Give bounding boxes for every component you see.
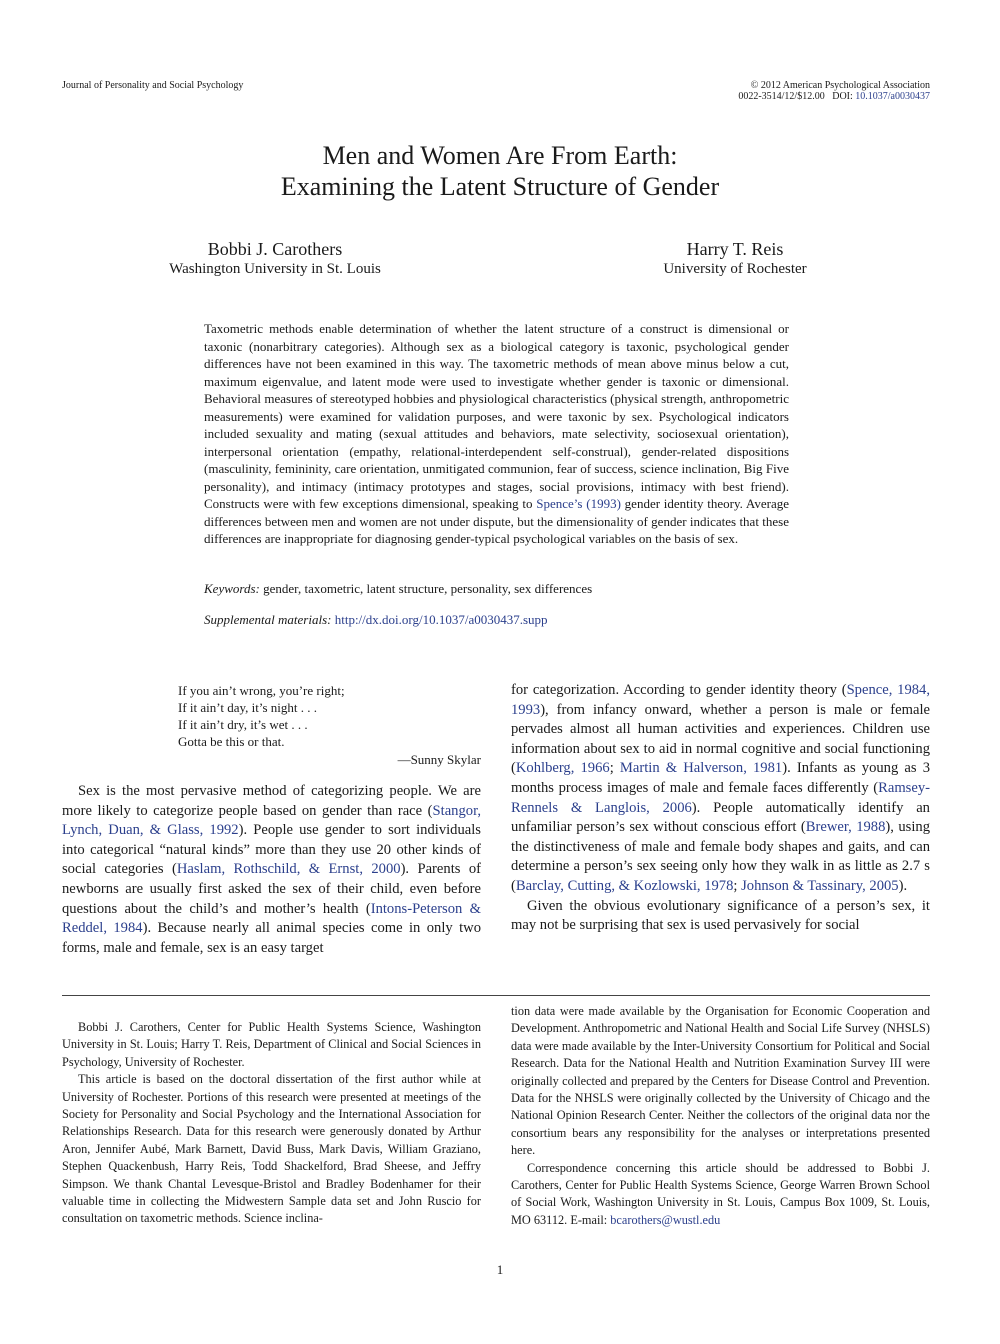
body-paragraph [62, 782, 481, 958]
footnote-paragraph: tion data were made available by the Organisation for Economic Cooperation and Development. Anthropometric and National Health and Social Life Survey (NHSLS) data were made available by the Inter-University Consortium for Political and Social Research. Data for the National Health and Nutrition Examination Survey III were originally collected and prepared by the Centers for Disease Control and Prevention. Data for the NHSLS were originally collected by the University of Chicago and the National Opinion Research Center. Neither the collectors of the original data nor the consortium bears any responsibility for the analyses or interpretations presented here. [511, 1004, 930, 1158]
footnote-divider [62, 995, 930, 996]
issn: 0022-3514/12/$12.00 [738, 91, 825, 102]
body-paragraph [511, 681, 930, 897]
footnote-text: Correspondence concerning this article should be addressed to Bobbi J. Carothers, Center for Public Health Systems Science, George Warren Brown School of Social Work, Washington University in St. Louis, Campus Box 1009, St. Louis, MO 63112. E-mail: [511, 1160, 930, 1227]
citation-link[interactable]: Kohlberg, 1966 [515, 760, 610, 777]
author-affiliation: University of Rochester [663, 261, 807, 277]
page-number: 1 [496, 1262, 504, 1277]
abstract [204, 320, 789, 548]
epigraph-attribution: —Sunny Skylar [397, 752, 481, 767]
epigraph-line: If it ain’t dry, it’s wet . . . [178, 717, 308, 732]
email-link[interactable]: bcarothers@wustl.edu [610, 1212, 721, 1227]
journal-name: Journal of Personality and Social Psychology [62, 80, 244, 91]
body-column-right [511, 681, 930, 936]
copyright-block [738, 80, 930, 102]
supplemental-label: Supplemental materials: [204, 612, 332, 627]
citation-link[interactable]: Brewer, 1988 [805, 819, 886, 836]
body-column-left [62, 782, 481, 958]
author-block-1 [140, 239, 410, 279]
body-text: ), using the distinctiveness of male and female body shapes and gaits, and can determine a person’s sex seeing only how they walk in as little as 2.7 s ( [511, 819, 930, 894]
citation-link[interactable]: Intons-Peterson & Reddel, 1984 [62, 900, 481, 937]
body-text: for categorization. According to gender identity theory ( [511, 682, 847, 698]
footnote-paragraph [511, 1160, 930, 1230]
citation-link[interactable]: Spence, 1984, 1993 [511, 682, 930, 718]
epigraph-line: If you ain’t wrong, you’re right; [178, 683, 345, 698]
body-text: ; [609, 760, 620, 777]
body-text: ). People automatically identify an unfamiliar person’s sex without conscious effort ( [511, 799, 930, 836]
copyright-line: © 2012 American Psychological Association [750, 80, 930, 91]
abstract-text: Taxometric methods enable determination of whether the latent structure of a construct is dimensional or taxonic (nonarbitrary categories). Although sex as a biological category is taxonic, psychological gender differences have not been examined in this way. The taxometric methods of mean above minus below a cut, maximum eigenvalue, and latent mode were used to investigate whether gender is taxonic or dimensional. Behavioral measures of stereotyped hobbies and physiological characteristics (physical strength, anthropometric measurements) were examined for validation purposes, and were taxonic by sex. Psychological indicators included sexuality and mating (sexual attitudes and behaviors, mate selectivity, sociosexual orientation), interpersonal orientation (empathy, relational-interdependent self-construal), gender-related dispositions (masculinity, femininity, care orientation, unmitigated communion, fear of success, science inclination, Big Five personality), and intimacy (intimacy prototypes and stages, social provisions, intimacy with best friend). Constructs were with few exceptions dimensional, speaking to [204, 321, 789, 511]
article-title [0, 140, 1000, 202]
abstract-text: gender identity theory. Average differences between men and women are not under dispute, but the dimensionality of gender indicates that these differences are inappropriate for diagnosing gender-typical psychological variables on the basis of sex. [204, 496, 789, 546]
body-text: Sex is the most pervasive method of categorizing people. We are more likely to categorize people based on gender than race ( [62, 783, 481, 819]
body-text: ). Parents of newborns are usually first asked the sex of their child, even before questions about the child’s and mother’s health ( [62, 861, 481, 917]
citation-link[interactable]: Stangor, Lynch, Duan, & Glass, 1992 [62, 802, 481, 839]
footnote-column-left [62, 1019, 481, 1228]
epigraph [178, 682, 481, 768]
footnote-paragraph: Bobbi J. Carothers, Center for Public Health Systems Science, Washington University in St. Louis; Harry T. Reis, Department of Clinical and Social Sciences in Psychology, University of Rochester. [62, 1020, 481, 1069]
author-affiliation: Washington University in St. Louis [169, 261, 381, 277]
supplemental-link[interactable]: http://dx.doi.org/10.1037/a0030437.supp [334, 612, 548, 627]
citation-link[interactable]: Johnson & Tassinary, 2005 [741, 877, 899, 894]
citation-link[interactable]: Spence’s (1993) [536, 496, 621, 511]
body-text: ). Because nearly all animal species come in only two forms, male and female, sex is an easy target [62, 920, 481, 956]
epigraph-line: If it ain’t day, it’s night . . . [178, 700, 318, 715]
author-name: Harry T. Reis [686, 239, 784, 259]
keywords [204, 580, 789, 597]
keywords-text: gender, taxometric, latent structure, personality, sex differences [263, 581, 593, 596]
citation-link[interactable]: Barclay, Cutting, & Kozlowski, 1978 [515, 877, 734, 894]
body-text: ). People use gender to sort individuals into categorical “natural kinds” more than they use 20 other kinds of social categories ( [62, 822, 481, 878]
author-block-2 [610, 239, 860, 279]
issn-doi-line [738, 91, 930, 102]
epigraph-line: Gotta be this or that. [178, 734, 285, 749]
supplemental-materials [204, 611, 789, 628]
citation-link[interactable]: Haslam, Rothschild, & Ernst, 2000 [176, 861, 401, 878]
author-name: Bobbi J. Carothers [207, 239, 343, 259]
keywords-label: Keywords: [204, 581, 260, 596]
body-paragraph: Given the obvious evolutionary significance of a person’s sex, it may not be surprising that sex is used pervasively for social [511, 897, 930, 934]
doi-link[interactable]: 10.1037/a0030437 [855, 91, 930, 102]
body-text: ; [733, 877, 742, 894]
footnote-paragraph: This article is based on the doctoral dissertation of the first author while at University of Rochester. Portions of this research were presented at meetings of the Society for Personality and Social Psychology and the International Association for Relationships Research. Data for this research were generously donated by Arthur Aron, Jennifer Aubé, Mark Barnett, David Buss, Mark Davis, William Graziano, Stephen Quackenbush, Harry Reis, Todd Shackelford, Brad Sheese, and Jeffry Simpson. We thank Chantal Levesque-Bristol and Bradley Bodenhamer for their valuable time in collecting the Midwestern Sample data set and John Ruscio for consultation on taxometric methods. Science inclina- [62, 1072, 481, 1226]
title-line-2: Examining the Latent Structure of Gender [280, 172, 720, 201]
body-text: ). Infants as young as 3 months process images of male and female faces differently ( [511, 760, 931, 796]
doi-label: DOI: [832, 91, 853, 102]
citation-link[interactable]: Martin & Halverson, 1981 [619, 760, 783, 777]
body-text: ). [898, 877, 908, 894]
citation-link[interactable]: Ramsey-Rennels & Langlois, 2006 [511, 779, 930, 816]
body-text: ), from infancy onward, whether a person is male or female pervades almost all human activities and experiences. Children use information about sex to aid in normal cognitive and social functioning ( [511, 701, 930, 777]
footnote-column-right [511, 1003, 930, 1229]
title-line-1: Men and Women Are From Earth: [322, 141, 678, 170]
